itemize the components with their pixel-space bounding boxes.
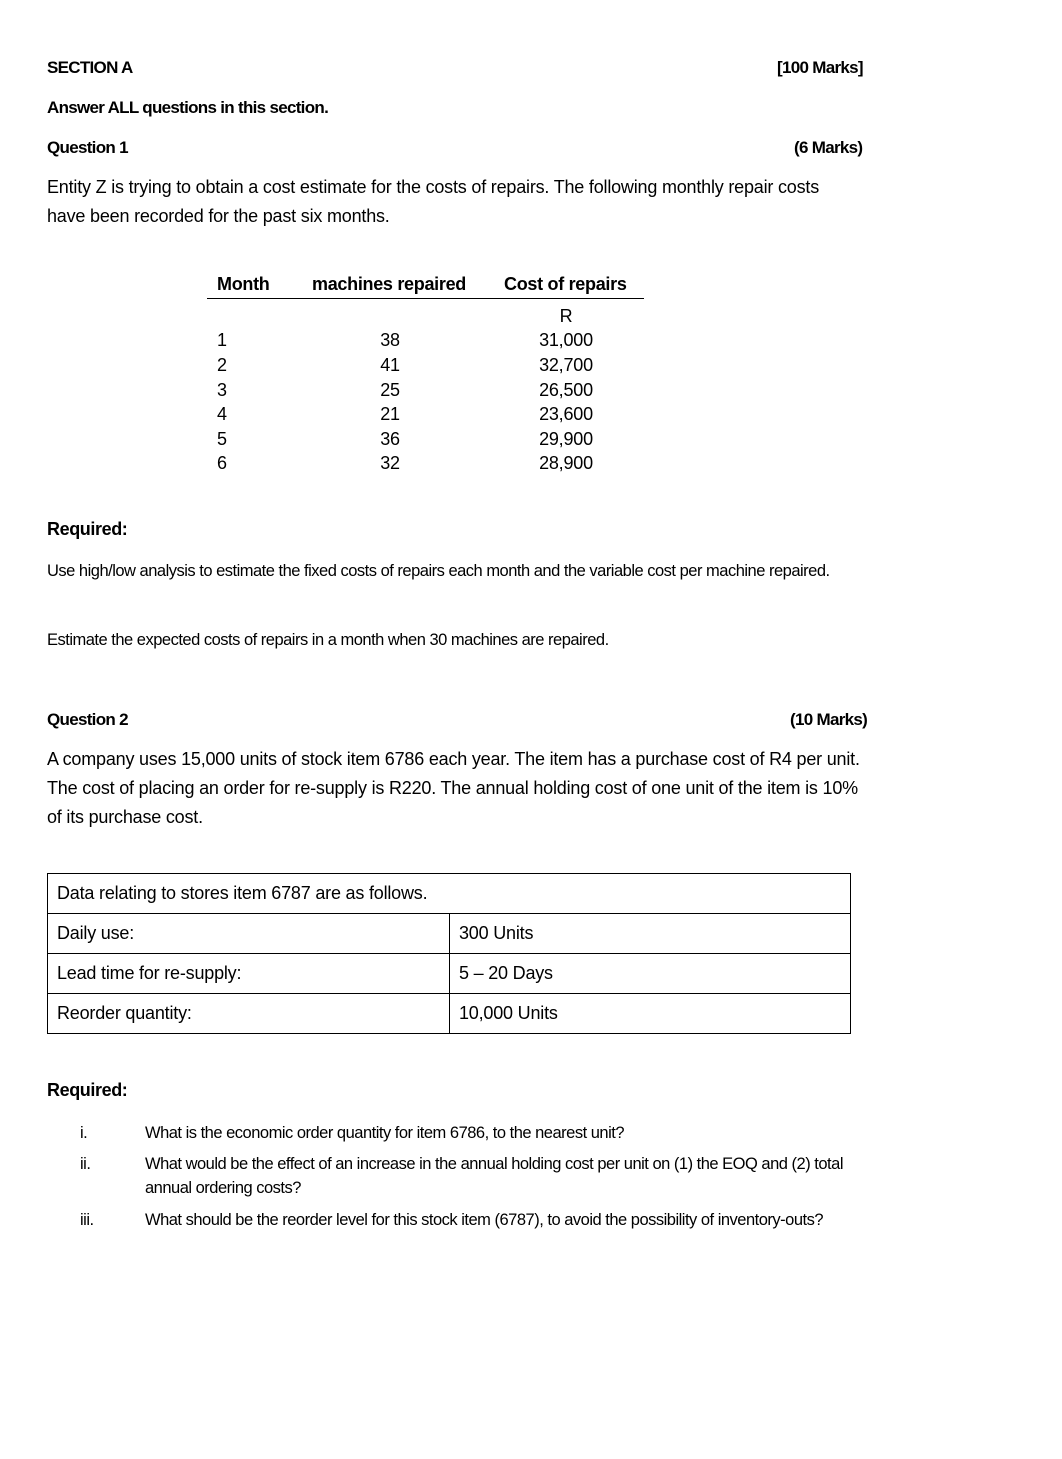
row-machines: 36	[380, 429, 400, 449]
section-instruction: Answer ALL questions in this section.	[47, 98, 329, 117]
q1-required-part-1: Use high/low analysis to estimate the fixed costs of repairs each month and the variable cost per machine repaired.	[47, 562, 830, 580]
row-label: Daily use:	[48, 914, 450, 954]
table-row	[48, 994, 851, 1034]
row-machines: 41	[380, 355, 400, 375]
row-cost: 31,000	[539, 330, 593, 350]
row-cost: 29,900	[539, 429, 593, 449]
q2-required-label: Required:	[47, 1080, 128, 1100]
list-item-number: i.	[80, 1124, 88, 1142]
row-month: 6	[217, 453, 227, 473]
list-item-text: What is the economic order quantity for item 6786, to the nearest unit?	[145, 1124, 625, 1142]
stores-table-caption: Data relating to stores item 6787 are as follows.	[48, 874, 851, 914]
row-month: 5	[217, 429, 227, 449]
row-cost: 23,600	[539, 404, 593, 424]
header-month: Month	[217, 274, 270, 294]
header-machines-repaired: machines repaired	[312, 274, 466, 294]
header-cost-of-repairs: Cost of repairs	[504, 274, 627, 294]
table-row	[48, 954, 851, 994]
row-cost: 26,500	[539, 380, 593, 400]
list-item-number: ii.	[80, 1155, 91, 1173]
section-marks: [100 Marks]	[777, 58, 863, 77]
list-item-text: What would be the effect of an increase in the annual holding cost per unit on (1) the EOQ and (2) total annual ordering costs?	[145, 1155, 843, 1197]
row-machines: 25	[380, 380, 400, 400]
row-cost: 32,700	[539, 355, 593, 375]
q2-intro: A company uses 15,000 units of stock item 6786 each year. The item has a purchase cost of R4 per unit. The cost of placing an order for re-supply is R220. The annual holding cost of one unit of the item is 10% of its purchase cost.	[47, 749, 860, 827]
q1-required-part-2: Estimate the expected costs of repairs in a month when 30 machines are repaired.	[47, 631, 609, 649]
row-value: 300 Units	[450, 914, 851, 954]
row-machines: 21	[380, 404, 400, 424]
header-underline	[207, 298, 644, 299]
q1-required-label: Required:	[47, 519, 128, 539]
table-row	[48, 914, 851, 954]
row-machines: 32	[380, 453, 400, 473]
q1-intro: Entity Z is trying to obtain a cost estimate for the costs of repairs. The following monthly repair costs have been recorded for the past six months.	[47, 177, 820, 226]
row-value: 10,000 Units	[450, 994, 851, 1034]
q2-marks: (10 Marks)	[790, 710, 868, 729]
row-cost: 28,900	[539, 453, 593, 473]
row-label: Lead time for re-supply:	[48, 954, 450, 994]
row-month: 4	[217, 404, 227, 424]
list-item-text: What should be the reorder level for this stock item (6787), to avoid the possibility of inventory-outs?	[145, 1211, 824, 1229]
stores-item-table	[47, 873, 851, 1034]
section-title: SECTION A	[47, 58, 133, 77]
currency-label: R	[559, 306, 573, 326]
table-row	[48, 874, 851, 914]
row-value: 5 – 20 Days	[450, 954, 851, 994]
q1-title: Question 1	[47, 138, 128, 157]
row-label: Reorder quantity:	[48, 994, 450, 1034]
row-month: 1	[217, 330, 227, 350]
q2-title: Question 2	[47, 710, 128, 729]
q1-marks: (6 Marks)	[794, 138, 863, 157]
list-item-number: iii.	[80, 1211, 94, 1229]
row-month: 3	[217, 380, 227, 400]
row-machines: 38	[380, 330, 400, 350]
row-month: 2	[217, 355, 227, 375]
